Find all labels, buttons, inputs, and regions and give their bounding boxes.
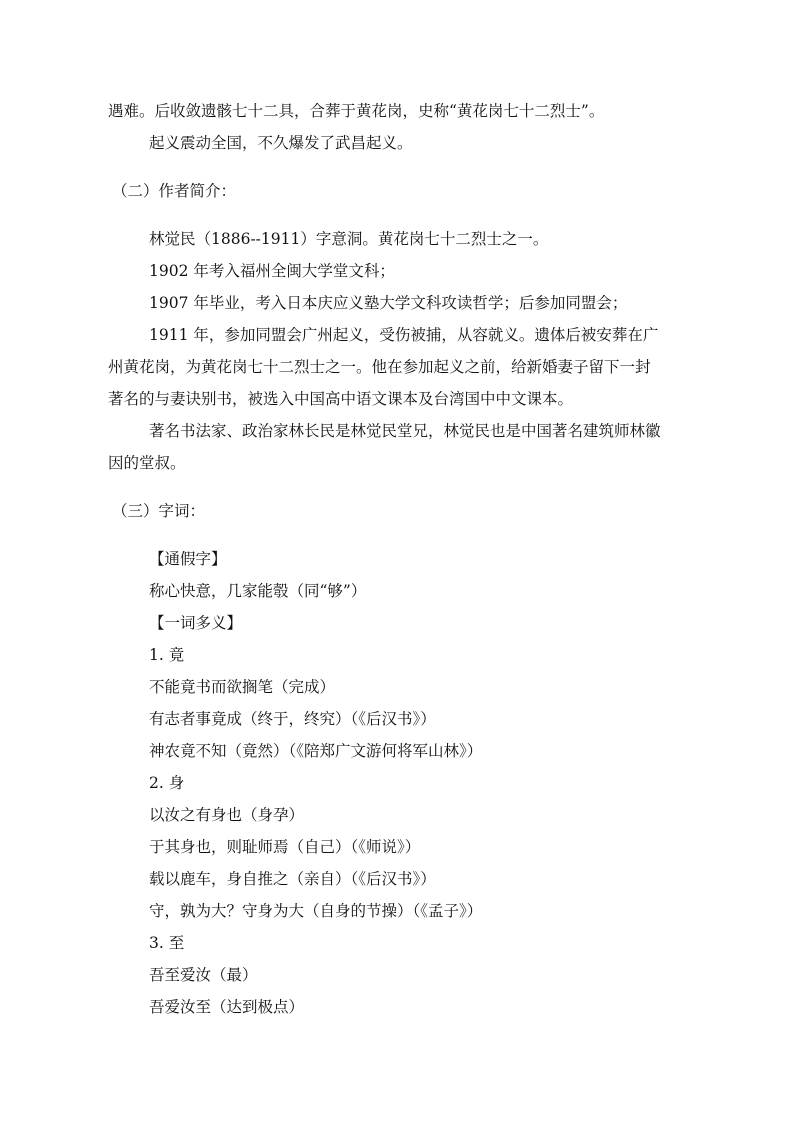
vocab-line-3: 有志者事竟成（终于，终究）（《后汉书》） [149,710,436,728]
vocab-line-10: 吾爱汝至（达到极点） [149,998,305,1016]
vocab-item-1-heading: 1. 竟 [149,646,185,664]
vocab-line-6: 于其身也，则耻师焉（自己）（《师说》） [149,838,421,856]
text-line-author-3: 1907 年毕业，考入日本庆应义塾大学文科攻读哲学；后参加同盟会； [149,294,628,312]
vocab-line-5: 以汝之有身也（身孕） [149,806,305,824]
text-line-1: 遇难。后收敛遗骸七十二具，合葬于黄花岗，史称“黄花岗七十二烈士”。 [108,102,605,120]
text-line-author-5: 州黄花岗，为黄花岗七十二烈士之一。他在参加起义之前，给新婚妻子留下一封 [108,358,651,376]
text-line-author-8: 因的堂叔。 [108,454,186,472]
vocab-item-3-heading: 3. 至 [149,934,185,952]
text-line-2: 起义震动全国，不久爆发了武昌起义。 [149,134,413,152]
text-line-author-4: 1911 年，参加同盟会广州起义，受伤被捕，从容就义。遗体后被安葬在广 [149,326,659,344]
vocab-line-7: 载以鹿车，身自推之（亲自）（《后汉书》） [149,870,436,888]
text-line-author-1: 林觉民（1886--1911）字意洞。黄花岗七十二烈士之一。 [149,230,549,248]
vocab-line-8: 守，孰为大？守身为大（自身的节操）（《孟子》） [149,902,483,920]
vocab-line-1: 称心快意，几家能彀（同“够”） [149,582,367,600]
vocab-heading-tongjiazi: 【通假字】 [149,550,227,568]
text-line-author-6: 著名的与妻诀别书，被选入中国高中语文课本及台湾国中中文课本。 [108,390,574,408]
section-heading-author: （二）作者简介： [112,182,237,200]
vocab-heading-yiciduoyi: 【一词多义】 [149,614,243,632]
vocab-item-2-heading: 2. 身 [149,774,185,792]
text-line-author-7: 著名书法家、政治家林长民是林觉民堂兄，林觉民也是中国著名建筑师林徽 [149,422,661,440]
vocab-line-4: 神农竟不知（竟然）（《陪郑广文游何将军山林》） [149,742,483,760]
vocab-line-2: 不能竟书而欲搁笔（完成） [149,678,336,696]
section-heading-vocabulary: （三）字词： [112,502,206,520]
text-line-author-2: 1902 年考入福州全闽大学堂文科； [149,262,395,280]
vocab-line-9: 吾至爱汝（最） [149,966,258,984]
